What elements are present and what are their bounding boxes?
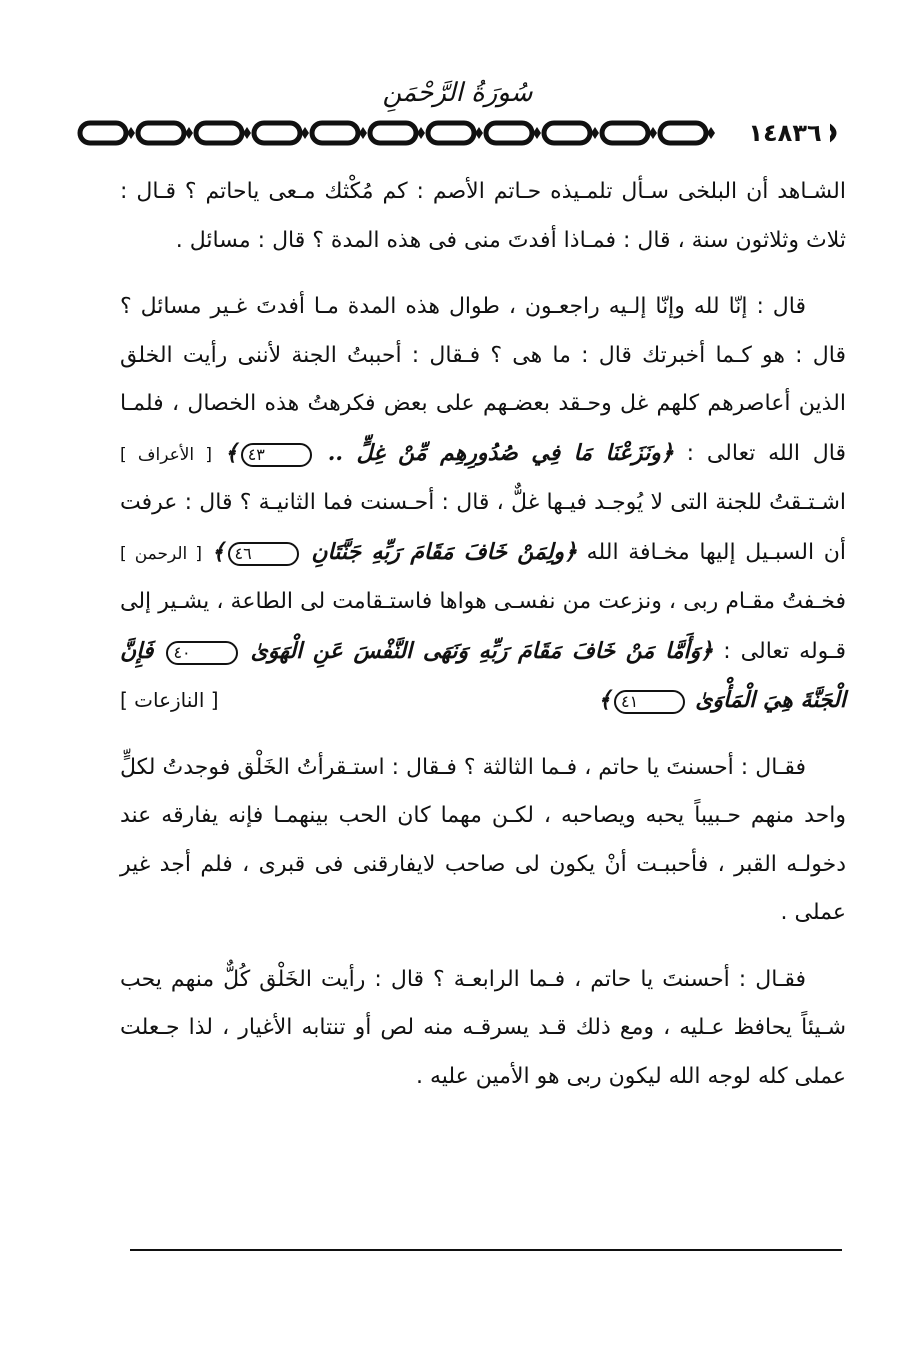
verse-number-1: ٤٣ xyxy=(241,443,312,467)
quran-verse-2: ﴿ولِمَنْ خَافَ مَقَامَ رَبِّهِ جَنَّتَانِ xyxy=(311,538,577,565)
paragraph-4: فقـال : أحسنتَ يا حاتم ، فـما الرابعـة ؟ قال : رأيت الخَلْق كُلٌّ منهم يحب شـيئاً يحافظ عـليه ، ومع ذلك قـد يسرقـه منه لص أو تنتابه الأغيار ، لذا جـعلت عملى كله لوجه الله ليكون ربى هو الأمين عليه . xyxy=(120,966,846,1089)
footer-rule xyxy=(130,1249,842,1251)
page-number: ١٤٨٣٦ xyxy=(740,116,830,150)
paragraph-2-text-3: فخـفتُ مقـام ربى ، ونزعت من نفسـى هواها فاستـقامت لى الطاعة ، يشـير إلى قـوله تعالى : xyxy=(120,589,847,664)
paragraph-2-text-1: قال : إنّا لله وإنّا إلـيه راجعـون ، طوال هذه المدة مـا أفدتَ غـير مسائل ؟ قال : هو كـما أخبرتك قال : ما هى ؟ فـقال : أحببتُ الجنة لأننى رأيت الخلق الذين أعاصرهم كلهم غل وحـقد بعضـهم على بعض فكرهتُ هذه الخصال ، فلمـا قال الله تعالى : xyxy=(120,294,847,466)
verse-number-3a: ٤٠ xyxy=(166,641,237,665)
verse-reference-3: [ النازعات ] xyxy=(120,688,219,712)
verse-reference-2: [ الرحمن ] xyxy=(120,543,202,564)
surah-title: سُورَةُ الرَّحْمَنِ xyxy=(382,78,533,108)
quran-verse-1: ﴿ونَزَعْنَا مَا فِي صُدُورِهِم مِّنْ غِلٍّ .. xyxy=(327,439,674,466)
header-chain-ornament xyxy=(72,116,847,150)
paragraph-1: الشـاهد أن البلخى سـأل تلمـيذه حـاتم الأصم : كم مُكْثك مـعى ياحاتم ؟ قـال : ثلاث وثلاثون سنة ، قال : فمـاذا أفدتَ منى فى هذه المدة ؟ قال : مسائل . xyxy=(120,179,846,253)
verse-number-2: ٤٦ xyxy=(228,542,299,566)
quran-verse-3a: ﴿وَأَمَّا مَنْ خَافَ مَقَامَ رَبِّهِ وَنَهَى النَّفْسَ عَنِ الْهَوَىٰ xyxy=(250,637,714,664)
verse-reference-1: [ الأعراف ] xyxy=(120,444,212,465)
paragraph-3: فقـال : أحسنتَ يا حاتم ، فـما الثالثة ؟ فـقال : استـقرأتُ الخَلْق فوجدتُ لكلٍّ واحد منهم حـبيباً يحبه ويصاحبه ، لكـن مهما كان الحب بينهمـا فإنه يفارقه عند دخولـه القبر ، فأحببـت أنْ يكون لى صاحب لايفارقنى فى قبرى ، فلم أجد غير عملى . xyxy=(120,754,846,925)
verse-number-3b: ٤١ xyxy=(614,690,685,714)
paragraph-2-text-2: اشـتـقتُ للجنة التى لا يُوجـد فيـها غلٌّ ، قال : أحـسنت فما الثانيـة ؟ قال : عرفت أن السبـيل إليها مخـافة الله xyxy=(120,490,847,565)
body-text xyxy=(120,168,846,1119)
paragraph-2: قال : إنّا لله وإنّا إلـيه راجعـون ، طوال هذه المدة مـا أفدتَ غـير مسائل ؟ قال : هو كـما أخبرتك قال : ما هى ؟ فـقال : أحببتُ الجنة لأننى رأيت الخلق الذين أعاصرهم كلهم غل وحـقد بعضـهم على بعض فكرهتُ هذه الخصال ، فلمـا قال الله تعالى : ﴿ونَزَعْنَا مَا فِي صُدُورِهِم مِّنْ غِلٍّ .. ٤٣﴾ [ الأعراف ] اشـتـقتُ للجنة التى لا يُوجـد فيـها غلٌّ ، قال : أحـسنت فما الثانيـة ؟ قال : عرفت أن السبـيل إليها مخـافة الله ﴿ولِمَنْ خَافَ مَقَامَ رَبِّهِ جَنَّتَانِ ٤٦﴾ [ الرحمن ] فخـفتُ مقـام ربى ، ونزعت من نفسـى هواها فاستـقامت لى الطاعة ، يشـير إلى قـوله تعالى : ﴿وَأَمَّا مَنْ خَافَ مَقَامَ رَبِّهِ وَنَهَى النَّفْسَ عَنِ الْهَوَىٰ ٤٠ فَإِنَّ الْجَنَّةَ هِيَ الْمَأْوَىٰ ٤١﴾ [ النازعات ] xyxy=(120,283,846,726)
quran-verse-3b: فَإِنَّ الْجَنَّةَ هِيَ الْمَأْوَىٰ xyxy=(120,637,846,713)
